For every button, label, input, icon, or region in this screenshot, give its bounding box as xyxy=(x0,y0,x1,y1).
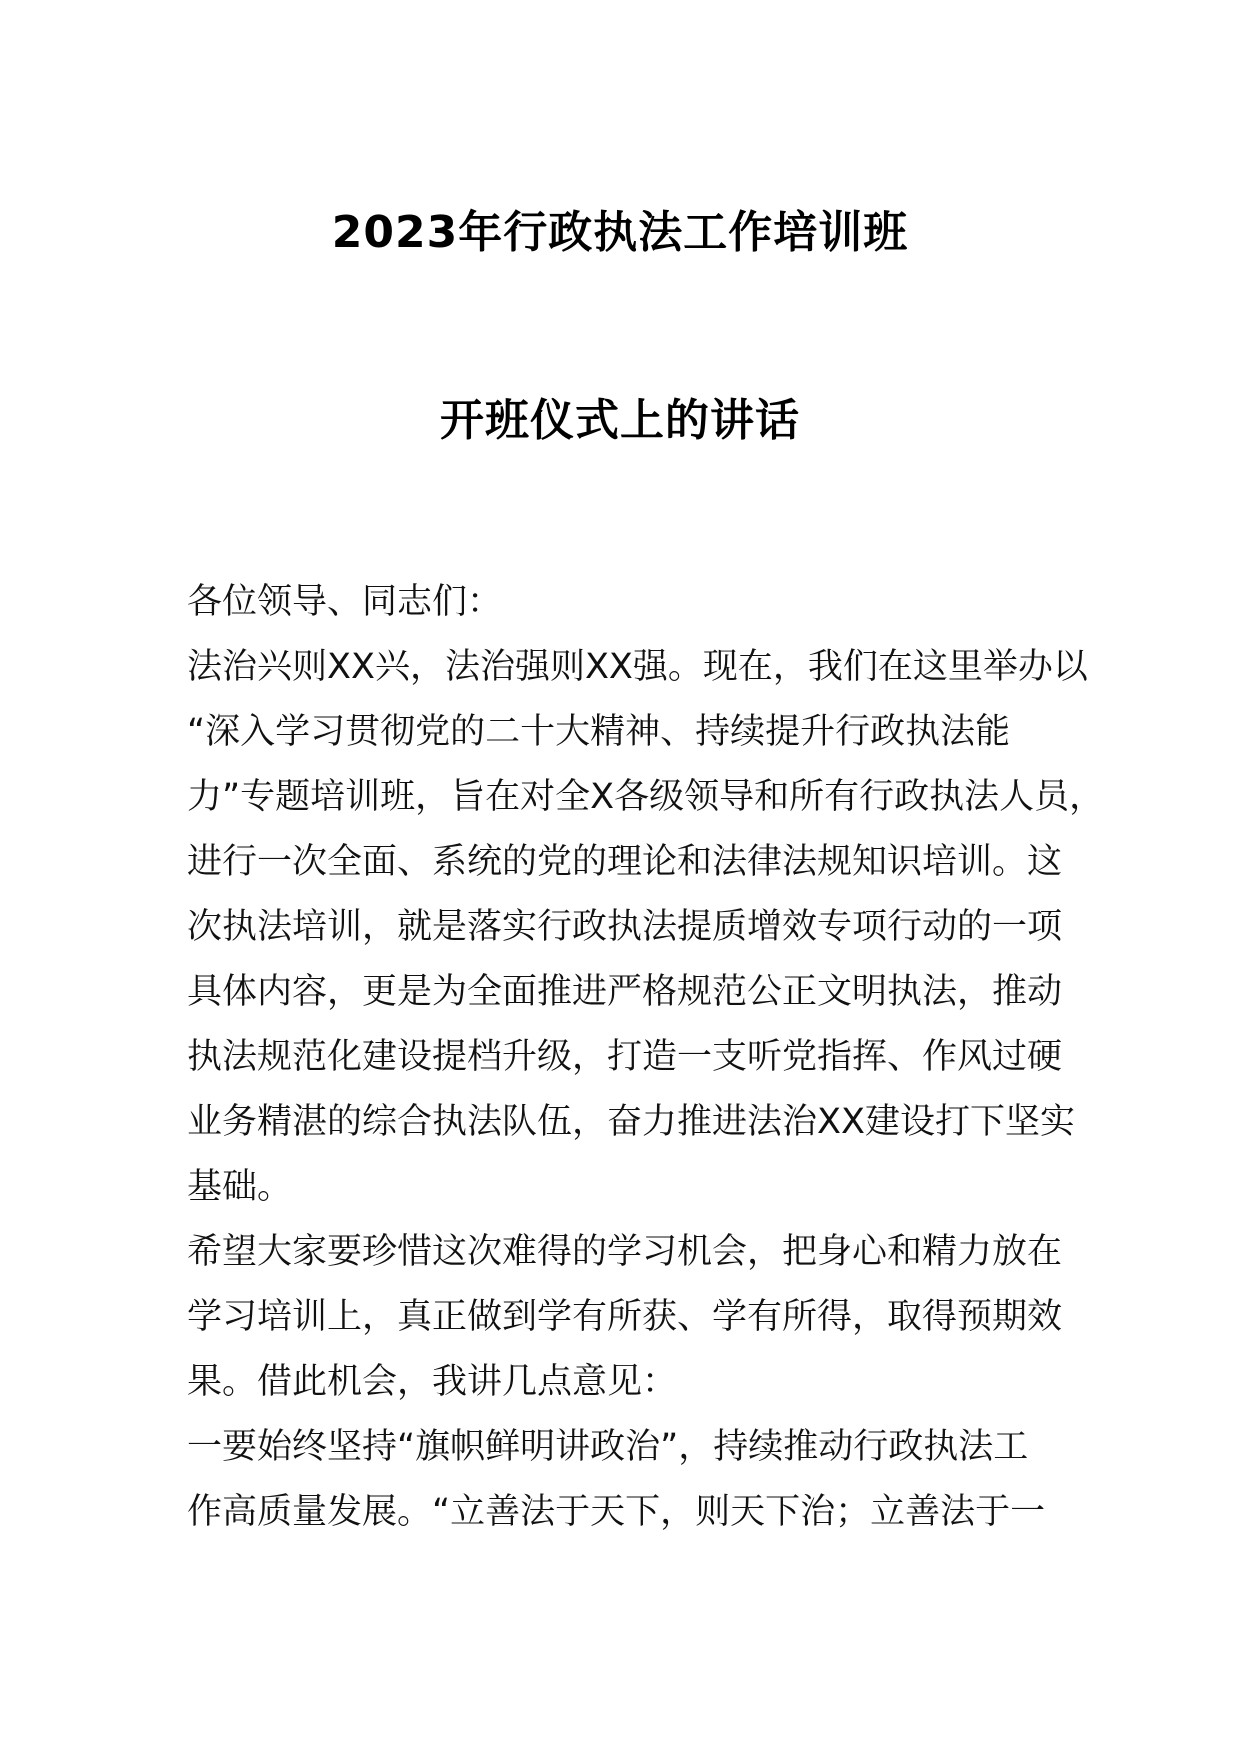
document-title-line-1: 2023年行政执法工作培训班 xyxy=(331,207,909,258)
text-line: 作高质量发展。“立善法于天下，则天下治；立善法于一 xyxy=(187,1492,1046,1532)
text-line: 业务精湛的综合执法队伍，奋力推进法治XX建设打下坚实 xyxy=(187,1102,1075,1142)
text-line: 一要始终坚持“旗帜鲜明讲政治”，持续推动行政执法工 xyxy=(187,1427,1029,1467)
text-line: 希望大家要珍惜这次难得的学习机会，把身心和精力放在 xyxy=(187,1232,1063,1272)
text-line: 次执法培训，就是落实行政执法提质增效专项行动的一项 xyxy=(187,907,1063,947)
text-line: “深入学习贯彻党的二十大精神、持续提升行政执法能 xyxy=(187,712,1011,752)
text-line: 进行一次全面、系统的党的理论和法律法规知识培训。这 xyxy=(187,842,1063,882)
text-line: 法治兴则XX兴，法治强则XX强。现在，我们在这里举办以 xyxy=(187,647,1088,687)
text-line: 具体内容，更是为全面推进严格规范公正文明执法，推动 xyxy=(187,972,1063,1012)
text-line: 执法规范化建设提档升级，打造一支听党指挥、作风过硬 xyxy=(187,1037,1063,1077)
text-line: 力”专题培训班，旨在对全X各级领导和所有行政执法人员， xyxy=(187,777,1105,817)
text-line: 基础。 xyxy=(187,1167,293,1207)
text-line: 学习培训上，真正做到学有所获、学有所得，取得预期效 xyxy=(187,1297,1063,1337)
text-line: 果。借此机会，我讲几点意见： xyxy=(187,1362,678,1402)
document-title-line-2: 开班仪式上的讲话 xyxy=(440,395,800,446)
text-line: 各位领导、同志们： xyxy=(187,582,503,622)
